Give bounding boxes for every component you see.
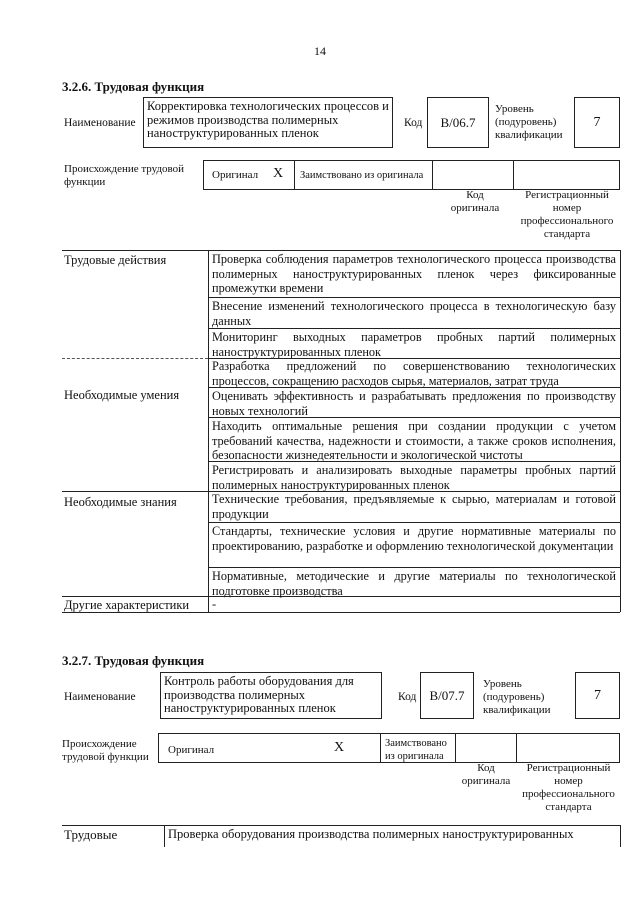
level-box [574, 97, 620, 148]
level-value: 7 [593, 114, 601, 130]
knowledge-item: Технические требования, предъявляемые к сырью, материалам и готовой продукции [212, 492, 616, 521]
code-label: Код [404, 117, 423, 129]
labor-action-item: Внесение изменений технологического процесса в технологическую базу данных [212, 299, 616, 328]
original-code-label: Код оригинала [461, 762, 511, 787]
skills-label: Необходимые умения [64, 388, 180, 402]
function-name-value: Корректировка технологических процессов и режимов производства полимерных наноструктурированных пленок [147, 99, 389, 140]
registration-number-label: Регистрационный номер профессионального стандарта [522, 762, 615, 813]
code-label: Код [398, 691, 417, 703]
skill-item: Оценивать эффективность и разрабатывать предложения по производству новых технологий [212, 389, 616, 418]
borrowed-label: Заимствовано из оригинала [300, 170, 424, 181]
labor-action-item: Проверка оборудования производства полимерных наноструктурированных [168, 827, 574, 841]
knowledge-label: Необходимые знания [64, 495, 177, 509]
level-label: Уровень (подуровень) квалификации [495, 103, 563, 141]
code-value: B/07.7 [429, 687, 465, 703]
code-value: B/06.7 [440, 114, 476, 130]
skill-item: Находить оптимальные решения при создании продукции с учетом требований качества, надежности и стоимости, а также сроков исполнения, безопасности жизнедеятельности и экологической чистоты [212, 419, 616, 462]
section-title-3-2-7: 3.2.7. Трудовая функция [62, 653, 205, 668]
original-check-mark: X [334, 740, 345, 755]
labor-actions-label: Трудовые [64, 827, 118, 842]
original-check-mark: X [273, 166, 284, 181]
borrowed-label: Заимствовано из оригинала [385, 738, 447, 762]
page-number: 14 [314, 44, 326, 58]
labor-action-item: Мониторинг выходных параметров пробных партий полимерных наноструктурированных пленок [212, 330, 616, 359]
other-characteristics-label: Другие характеристики [64, 598, 190, 612]
skill-item: Разработка предложений по совершенствованию технологических процессов, сокращению расходов сырья, материалов, затрат труда [212, 359, 616, 388]
level-label: Уровень (подуровень) квалификации [483, 678, 551, 716]
original-label: Оригинал [168, 744, 215, 756]
code-box [420, 672, 474, 719]
function-name-value: Контроль работы оборудования для производства полимерных наноструктурированных пленок [164, 674, 354, 715]
origin-label: Происхождение трудовой функции [64, 163, 185, 188]
knowledge-item: Стандарты, технические условия и другие нормативные материалы по проектированию, разработке и оформлению технологической документации [212, 524, 616, 553]
registration-number-label: Регистрационный номер профессионального стандарта [520, 189, 614, 240]
origin-label: Происхождение трудовой функции [62, 738, 149, 763]
original-code-label: Код оригинала [450, 189, 500, 214]
skill-item: Регистрировать и анализировать выходные параметры пробных партий полимерных наноструктурированных пленок [212, 463, 616, 492]
code-box [427, 97, 489, 148]
original-label: Оригинал [212, 169, 259, 181]
name-label: Наименование [64, 691, 136, 703]
level-value: 7 [594, 687, 601, 703]
function-name-box [143, 97, 393, 148]
labor-action-item: Проверка соблюдения параметров технологического процесса производства полимерных наноструктурированных пленок через фиксированные промежутки времени [212, 252, 616, 295]
name-label: Наименование [64, 117, 136, 129]
other-characteristics-value: - [212, 597, 217, 611]
function-name-box [160, 672, 382, 719]
section-title-3-2-6: 3.2.6. Трудовая функция [62, 79, 205, 94]
level-box [575, 672, 620, 719]
knowledge-item: Нормативные, методические и другие материалы по технологической подготовке производства [212, 569, 616, 598]
labor-actions-label: Трудовые действия [64, 253, 167, 267]
